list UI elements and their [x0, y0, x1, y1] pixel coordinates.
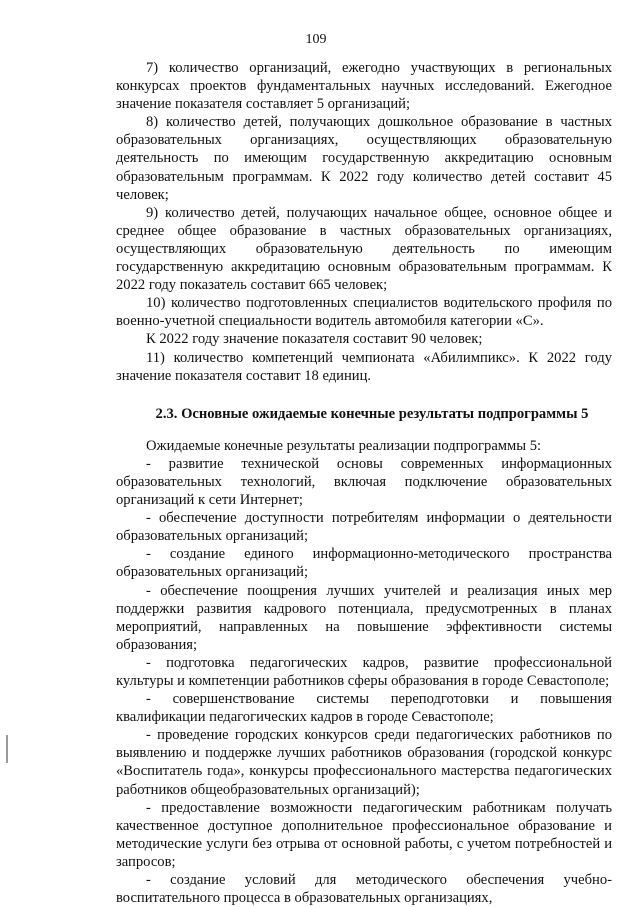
list-item-9: 9) количество детей, получающих начальное общее, основное общее и среднее общее образование в частных образовательных организациях, осуществляющих образовательную деятельность по имеющим государственную аккредитацию основным образовательным программам. К 2022 году показатель составит 665 человек; — [116, 204, 612, 294]
result-item-3: - создание единого информационно-методического пространства образовательных организаций; — [116, 546, 612, 581]
results-intro: Ожидаемые конечные результаты реализации подпрограммы 5: — [146, 437, 542, 454]
result-item-5: - подготовка педагогических кадров, развитие профессиональной культуры и компетенции работников сферы образования в городе Севастополе; — [116, 654, 612, 689]
result-item-9: - создание условий для методического обеспечения учебно-воспитательного процесса в образовательных организациях, — [116, 872, 612, 907]
result-item-8: - предоставление возможности педагогическим работникам получать качественное доступное дополнительное профессиональное образование и методические услуги без отрыва от основной работы, с учетом потребностей и запросов; — [116, 799, 612, 870]
list-item-11: 11) количество компетенций чемпионата «Абилимпикс». К 2022 году значение показателя составит 18 единиц. — [116, 349, 612, 384]
document-body — [116, 59, 612, 907]
result-item-2: - обеспечение доступности потребителям информации о деятельности образовательных организаций; — [116, 510, 612, 545]
scan-artifact-mark — [6, 735, 8, 763]
list-item-7: 7) количество организаций, ежегодно участвующих в региональных конкурсах проектов фундаментальных научных исследований. Ежегодное значение показателя составляет 5 организаций; — [116, 60, 612, 113]
result-item-6: - совершенствование системы переподготовки и повышения квалификации педагогических кадров в городе Севастополе; — [116, 691, 612, 726]
result-item-7: - проведение городских конкурсов среди педагогических работников по выявлению и поддержке лучших работников образования (городской конкурс «Воспитатель года», конкурсы профессионального мастерства педагогических работников общеобразовательных организаций); — [116, 727, 612, 798]
list-item-10: 10) количество подготовленных специалистов водительского профиля по военно-учетной специальности водитель автомобиля категории «С». — [116, 295, 612, 330]
list-item-8: 8) количество детей, получающих дошкольное образование в частных образовательных организациях, осуществляющих образовательную деятельность по имеющим государственную аккредитацию основным образовательным программам. К 2022 году количество детей составит 45 человек; — [116, 114, 612, 203]
page-number: 109 — [305, 32, 327, 47]
section-heading: 2.3. Основные ожидаемые конечные результаты подпрограммы 5 — [155, 405, 589, 422]
result-item-4: - обеспечение поощрения лучших учителей и реализация иных мер поддержки развития кадрового потенциала, предусмотренных в планах мероприятий, направленных на повышение эффективности системы образования; — [116, 582, 612, 653]
result-item-1: - развитие технической основы современных информационных образовательных технологий, включая подключение образовательных организаций к сети Интернет; — [116, 455, 612, 509]
list-item-10-value: К 2022 году значение показателя составит 90 человек; — [146, 331, 483, 348]
